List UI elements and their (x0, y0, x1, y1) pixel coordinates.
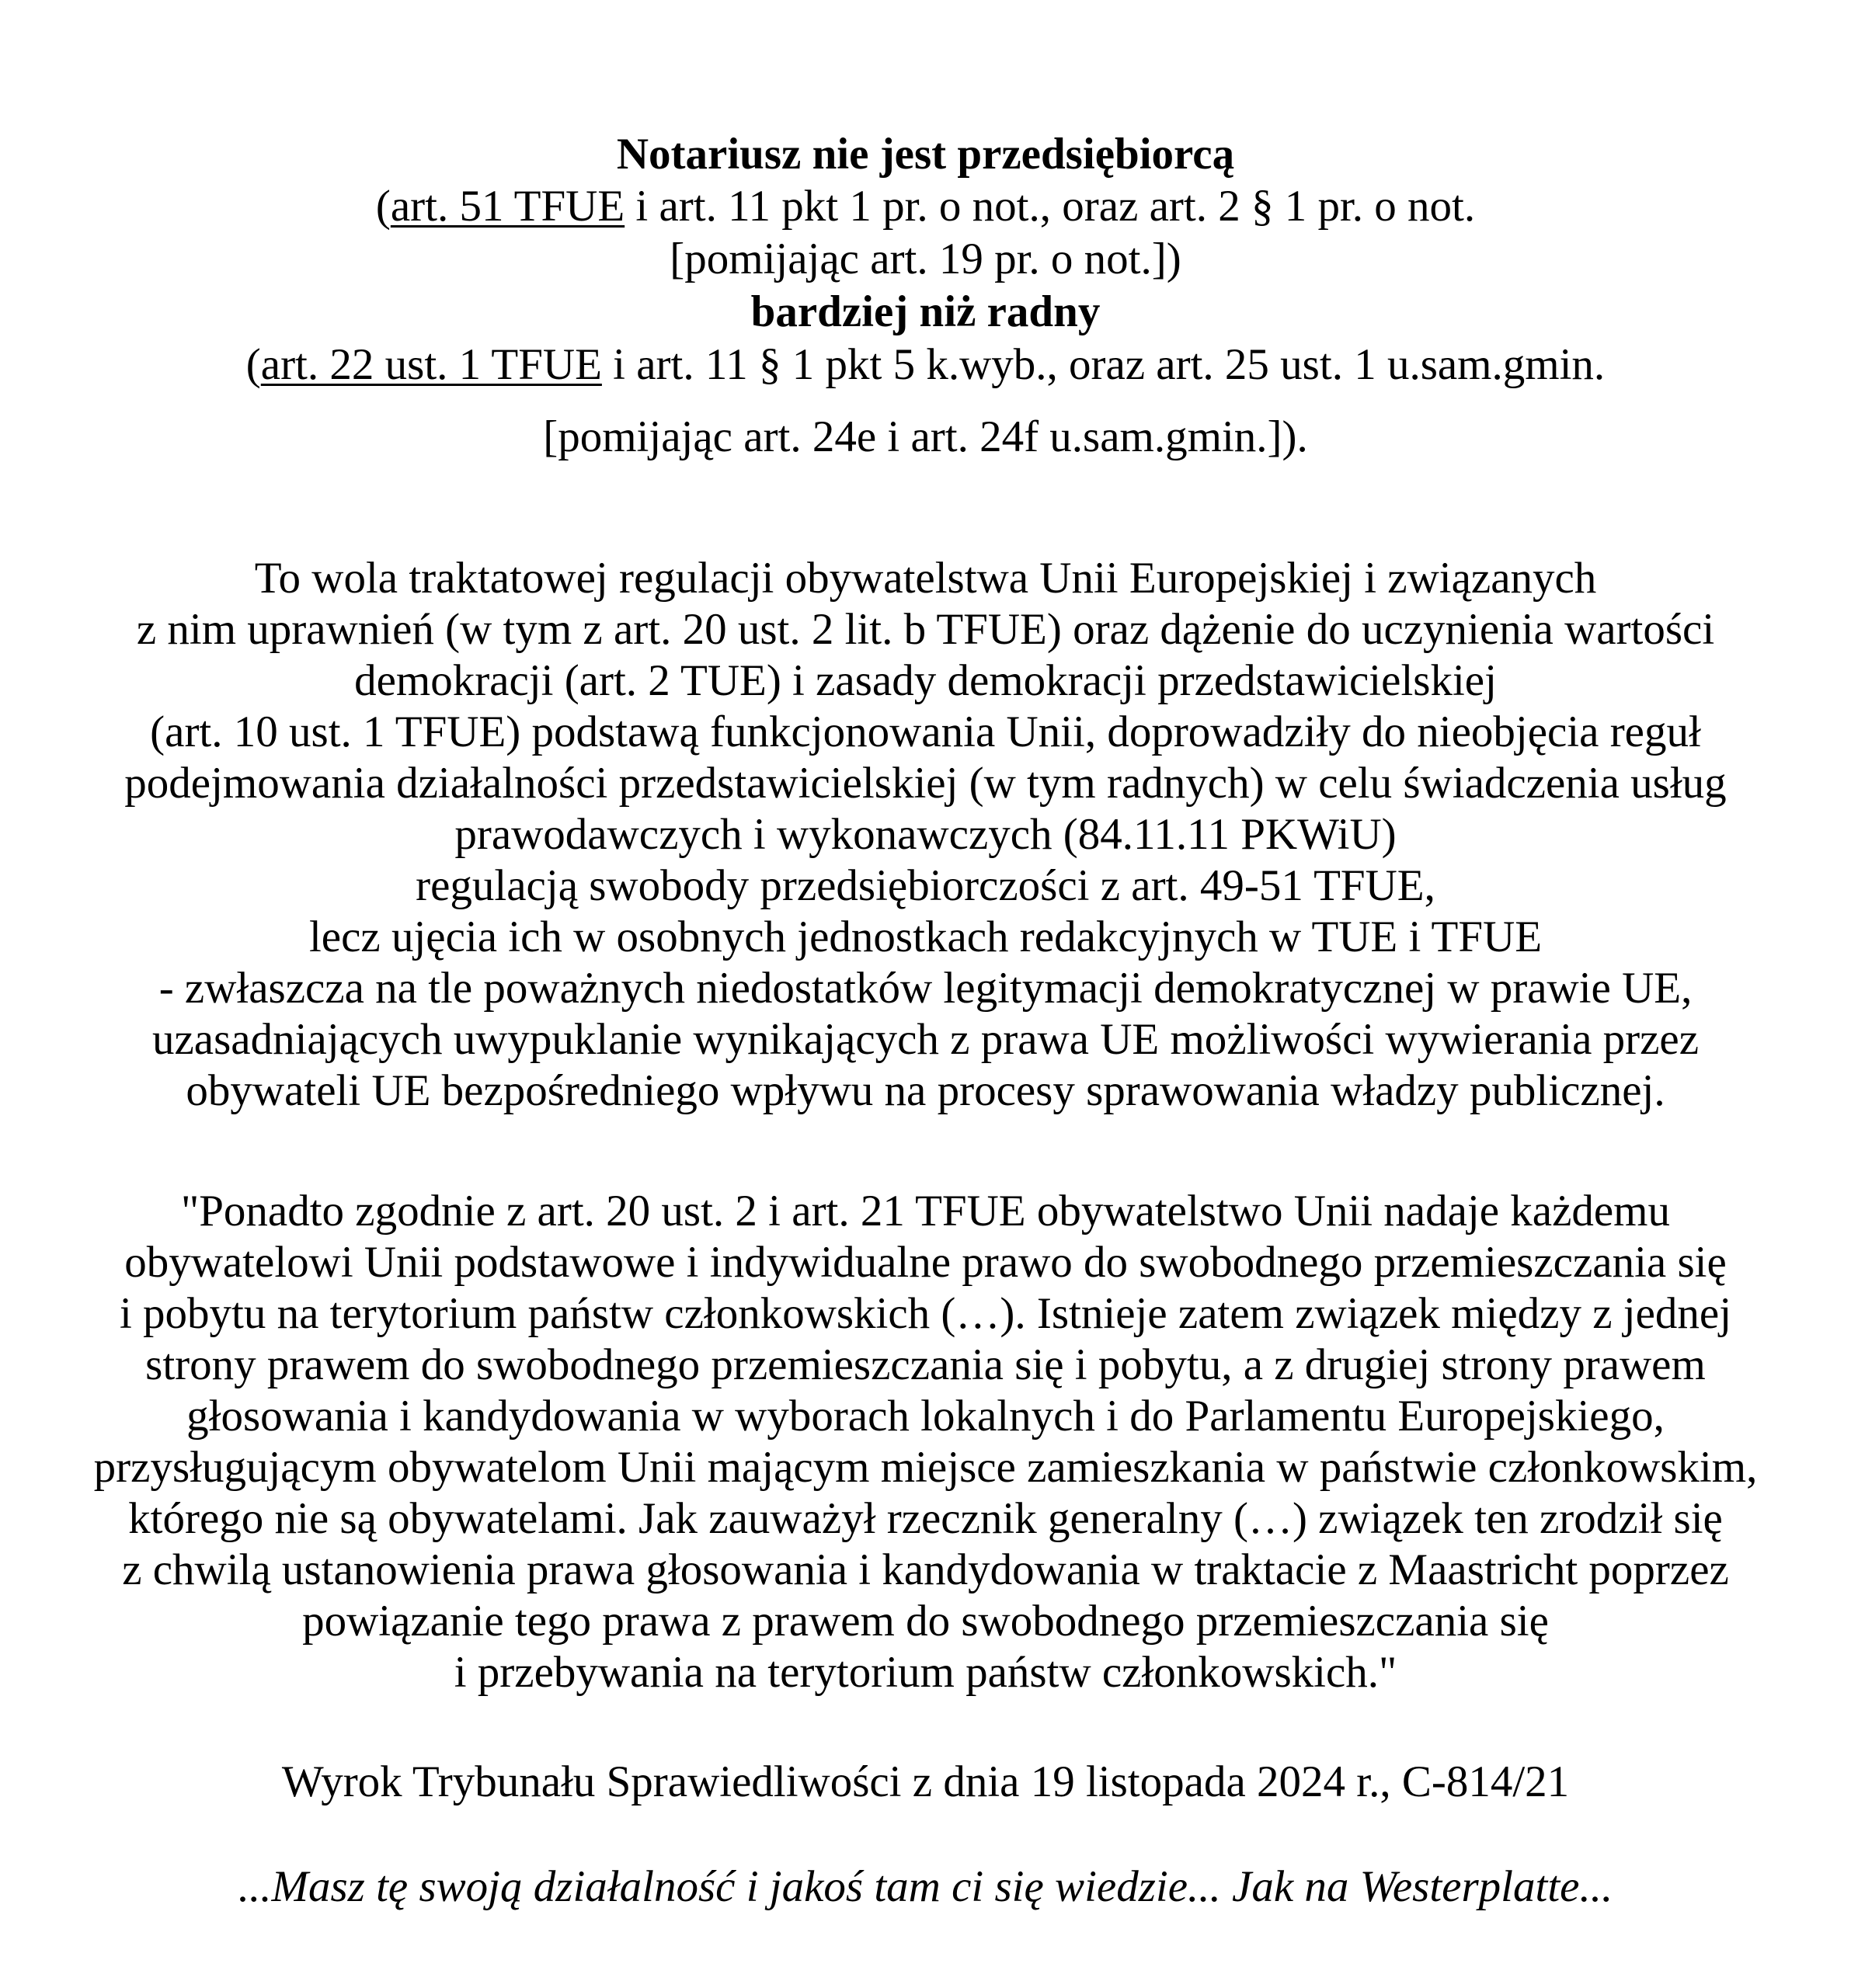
paragraph1-line: uzasadniających uwypuklanie wynikających z prawa UE możliwości wywierania przez (152, 1015, 1699, 1064)
paragraph1-line: podejmowania działalności przedstawicielskiej (w tym radnych) w celu świadczenia usług (124, 759, 1727, 808)
heading-title-notariusz: Notariusz nie jest przedsiębiorcą (616, 130, 1235, 179)
quote-line: strony prawem do swobodnego przemieszczania się i pobytu, a z drugiej strony prawem (145, 1340, 1706, 1389)
heading-line-art22 (0, 339, 1851, 391)
quote-line: którego nie są obywatelami. Jak zauważył rzecznik generalny (…) związek ten zrodził się (128, 1494, 1723, 1543)
paragraph1-line: demokracji (art. 2 TUE) i zasady demokracji przedstawicielskiej (354, 656, 1497, 705)
paragraph1-line: lecz ujęcia ich w osobnych jednostkach redakcyjnych w TUE i TFUE (308, 912, 1543, 961)
closing-remark: ...Masz tę swoją działalność i jakoś tam ci się wiedzie... Jak na Westerplatte... (238, 1862, 1613, 1911)
paren-open: ( (375, 182, 391, 231)
heading-title-radny: bardziej niż radny (750, 287, 1101, 336)
quote-line: "Ponadto zgodnie z art. 20 ust. 2 i art. 21 TFUE obywatelstwo Unii nadaje każdemu (180, 1187, 1671, 1236)
judgment-citation: Wyrok Trybunału Sprawiedliwości z dnia 19 listopada 2024 r., C-814/21 (281, 1757, 1570, 1806)
quote-line: głosowania i kandydowania w wyborach lokalnych i do Parlamentu Europejskiego, (186, 1392, 1665, 1441)
link-art-51-tfue[interactable]: art. 51 TFUE (390, 182, 625, 231)
paragraph1-line: z nim uprawnień (w tym z art. 20 ust. 2 lit. b TFUE) oraz dążenie do uczynienia wartości (136, 605, 1715, 654)
quote-line: i przebywania na terytorium państw członkowskich." (454, 1648, 1397, 1697)
quote-line: obywatelowi Unii podstawowe i indywidualne prawo do swobodnego przemieszczania się (124, 1238, 1727, 1287)
paragraph1-line: regulacją swobody przedsiębiorczości z art. 49-51 TFUE, (416, 861, 1435, 910)
quote-line: przysługującym obywatelom Unii mającym miejsce zamieszkania w państwie członkowskim, (93, 1443, 1758, 1492)
paragraph1-line: (art. 10 ust. 1 TFUE) podstawą funkcjonowania Unii, doprowadziły do nieobjęcia reguł (150, 707, 1701, 756)
paragraph1-line: To wola traktatowej regulacji obywatelstwa Unii Europejskiej i związanych (254, 554, 1597, 603)
quote-line: powiązanie tego prawa z prawem do swobodnego przemieszczania się (302, 1597, 1549, 1646)
heading-line-art51 (0, 181, 1851, 232)
heading-line-pomijajac-24: [pomijając art. 24e i art. 24f u.sam.gmin.]). (543, 412, 1308, 461)
heading-line-art22-rest: i art. 11 § 1 pkt 5 k.wyb., oraz art. 25 ust. 1 u.sam.gmin. (601, 340, 1606, 389)
heading-line-art51-rest: i art. 11 pkt 1 pr. o not., oraz art. 2 § 1 pr. o not. (625, 182, 1476, 231)
quote-line: i pobytu na terytorium państw członkowskich (…). Istnieje zatem związek między z jednej (119, 1289, 1732, 1338)
paragraph1-line: prawodawczych i wykonawczych (84.11.11 PKWiU) (454, 810, 1397, 859)
paragraph1-line: obywateli UE bezpośredniego wpływu na procesy sprawowania władzy publicznej. (186, 1066, 1665, 1115)
link-art-22-ust-1-tfue[interactable]: art. 22 ust. 1 TFUE (260, 340, 602, 389)
paragraph1-line: - zwłaszcza na tle poważnych niedostatków legitymacji demokratycznej w prawie UE, (158, 964, 1693, 1013)
paren-open: ( (245, 340, 261, 389)
heading-line-pomijajac-19: [pomijając art. 19 pr. o not.]) (670, 235, 1181, 283)
quote-line: z chwilą ustanowienia prawa głosowania i kandydowania w traktacie z Maastricht poprzez (122, 1545, 1729, 1594)
